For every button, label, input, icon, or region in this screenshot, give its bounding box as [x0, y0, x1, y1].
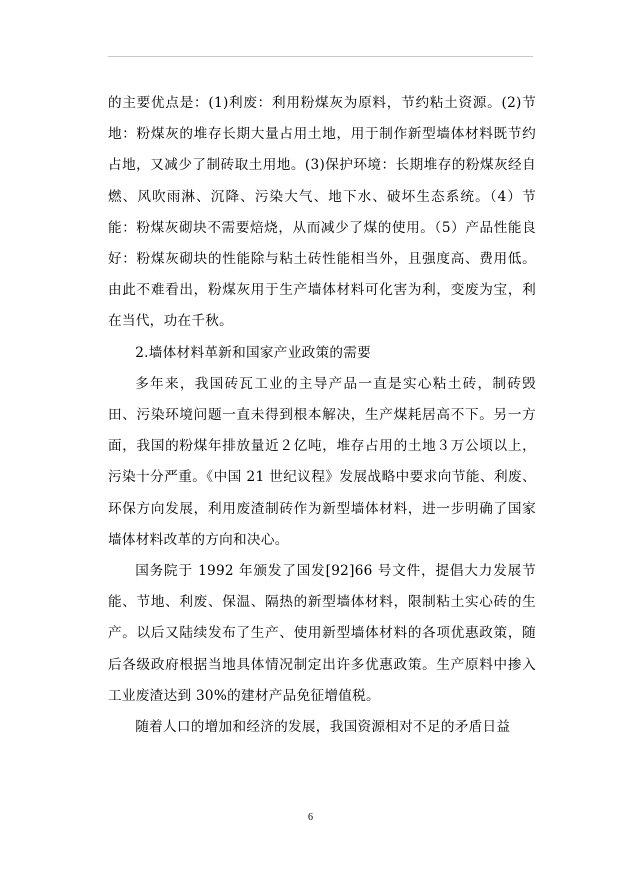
paragraph-state-council-policy: 国务院于 1992 年颁发了国发[92]66 号文件，提倡大力发展节能、节地、利废、保温、隔热的新型墙体材料，限制粘土实心砖的生产。以后又陆续发布了生产、使用新型墙体材料的各项优惠政策，随后各级政府根据当地具体情况制定出许多优惠政策。生产原料中掺入工业废渣达到 30%的建材产品免征增值税。 [108, 563, 536, 704]
section-heading-wall-materials-policy: 2.墙体材料革新和国家产业政策的需要 [135, 344, 372, 361]
page-body [108, 88, 536, 743]
paragraph-brick-industry: 多年来，我国砖瓦工业的主导产品一直是实心粘土砖，制砖毁田、污染环境问题一直未得到根本解决，生产煤耗居高不下。另一方面，我国的粉煤年排放量近２亿吨，堆存占用的土地３万公顷以上，污染十分严重。《中国 21 世纪议程》发展战略中要求向节能、利废、环保方向发展，利用废渣制砖作为新型墙体材料，进一步明确了国家墙体材料改革的方向和决心。 [108, 375, 536, 548]
page-number: 6 [308, 812, 313, 823]
paragraph-population-growth: 随着人口的增加和经济的发展，我国资源相对不足的矛盾日益 [135, 719, 511, 736]
paragraph-advantages: 的主要优点是：(1)利废：利用粉煤灰为原料，节约粘土资源。(2)节地：粉煤灰的堆存长期大量占用土地，用于制作新型墙体材料既节约占地，又减少了制砖取土用地。(3)保护环境：长期堆存的粉煤灰经自燃、风吹雨淋、沉降、污染大气、地下水、破坏生态系统。（4）节能：粉煤灰砌块不需要焙烧，从而减少了煤的使用。（5）产品性能良好：粉煤灰砌块的性能除与粘土砖性能相当外，且强度高、费用低。由此不难看出，粉煤灰用于生产墙体材料可化害为利，变废为宝，利在当代，功在千秋。 [108, 95, 536, 330]
header-rule [108, 56, 533, 57]
